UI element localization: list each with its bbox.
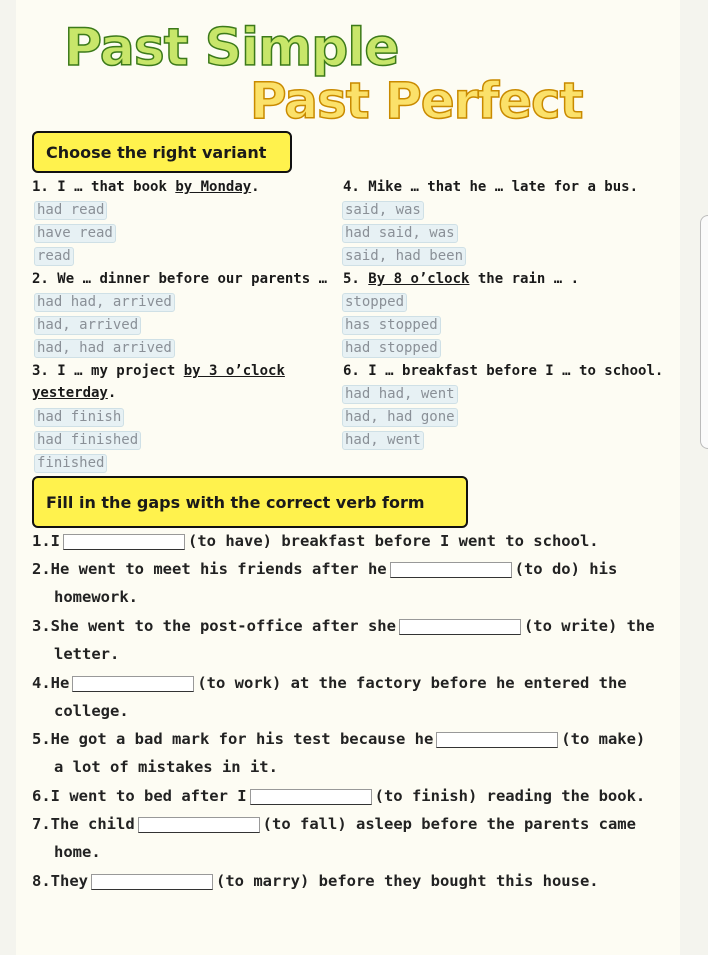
question-5: 5. By 8 o’clock the rain … .: [343, 271, 580, 287]
gap-item-5-continued: a lot of mistakes in it.: [54, 758, 278, 776]
gap-item-1: 1.I (to have) breakfast before I went to school.: [32, 532, 599, 550]
gap-input-8[interactable]: [91, 874, 213, 890]
gap-input-5[interactable]: [436, 732, 558, 748]
question-1: 1. I … that book by Monday.: [32, 179, 260, 195]
q5-option-a[interactable]: stopped: [342, 293, 407, 312]
title-past-perfect: Past Perfect: [250, 72, 583, 130]
gap-item-3: 3.She went to the post-office after she (to write) the: [32, 617, 655, 635]
q3-option-a[interactable]: had finish: [34, 408, 124, 427]
side-scroll-handle[interactable]: [700, 215, 708, 449]
gap-item-5: 5.He got a bad mark for his test because he (to make): [32, 730, 646, 748]
gap-input-7[interactable]: [138, 817, 260, 833]
q1-option-a[interactable]: had read: [34, 201, 107, 220]
gap-input-1[interactable]: [63, 534, 185, 550]
question-2: 2. We … dinner before our parents …: [32, 271, 328, 287]
q1-option-b[interactable]: have read: [34, 224, 116, 243]
q1-option-c[interactable]: read: [34, 247, 74, 266]
q4-option-c[interactable]: said, had been: [342, 247, 466, 266]
q2-option-c[interactable]: had, had arrived: [34, 339, 175, 358]
gap-item-8: 8.They (to marry) before they bought this house.: [32, 872, 599, 890]
q3-option-b[interactable]: had finished: [34, 431, 141, 450]
question-3-continued: yesterday.: [32, 385, 117, 401]
gap-item-7-continued: home.: [54, 843, 101, 861]
q5-option-c[interactable]: had stopped: [342, 339, 441, 358]
q2-option-b[interactable]: had, arrived: [34, 316, 141, 335]
q5-option-b[interactable]: has stopped: [342, 316, 441, 335]
gap-item-3-continued: letter.: [54, 645, 120, 663]
question-3: 3. I … my project by 3 o’clock: [32, 363, 285, 379]
gap-item-7: 7.The child (to fall) asleep before the parents came: [32, 815, 636, 833]
gap-input-4[interactable]: [72, 676, 194, 692]
q6-option-c[interactable]: had, went: [342, 431, 424, 450]
gap-item-4-continued: college.: [54, 702, 129, 720]
gap-input-2[interactable]: [390, 562, 512, 578]
gap-item-4: 4.He (to work) at the factory before he entered the: [32, 674, 627, 692]
gap-item-6: 6.I went to bed after I (to finish) reading the book.: [32, 787, 646, 805]
q4-option-a[interactable]: said, was: [342, 201, 424, 220]
title-past-simple: Past Simple: [64, 18, 399, 78]
q6-option-b[interactable]: had, had gone: [342, 408, 458, 427]
gap-input-3[interactable]: [399, 619, 521, 635]
gap-input-6[interactable]: [250, 789, 372, 805]
q2-option-a[interactable]: had had, arrived: [34, 293, 175, 312]
gap-item-2: 2.He went to meet his friends after he (to do) his: [32, 560, 618, 578]
q6-option-a[interactable]: had had, went: [342, 385, 458, 404]
question-4: 4. Mike … that he … late for a bus.: [343, 179, 639, 195]
gap-item-2-continued: homework.: [54, 588, 138, 606]
section1-heading: Choose the right variant: [32, 131, 292, 173]
q3-option-c[interactable]: finished: [34, 454, 107, 473]
section2-heading: Fill in the gaps with the correct verb form: [32, 476, 468, 528]
question-6: 6. I … breakfast before I … to school.: [343, 363, 664, 379]
q4-option-b[interactable]: had said, was: [342, 224, 458, 243]
